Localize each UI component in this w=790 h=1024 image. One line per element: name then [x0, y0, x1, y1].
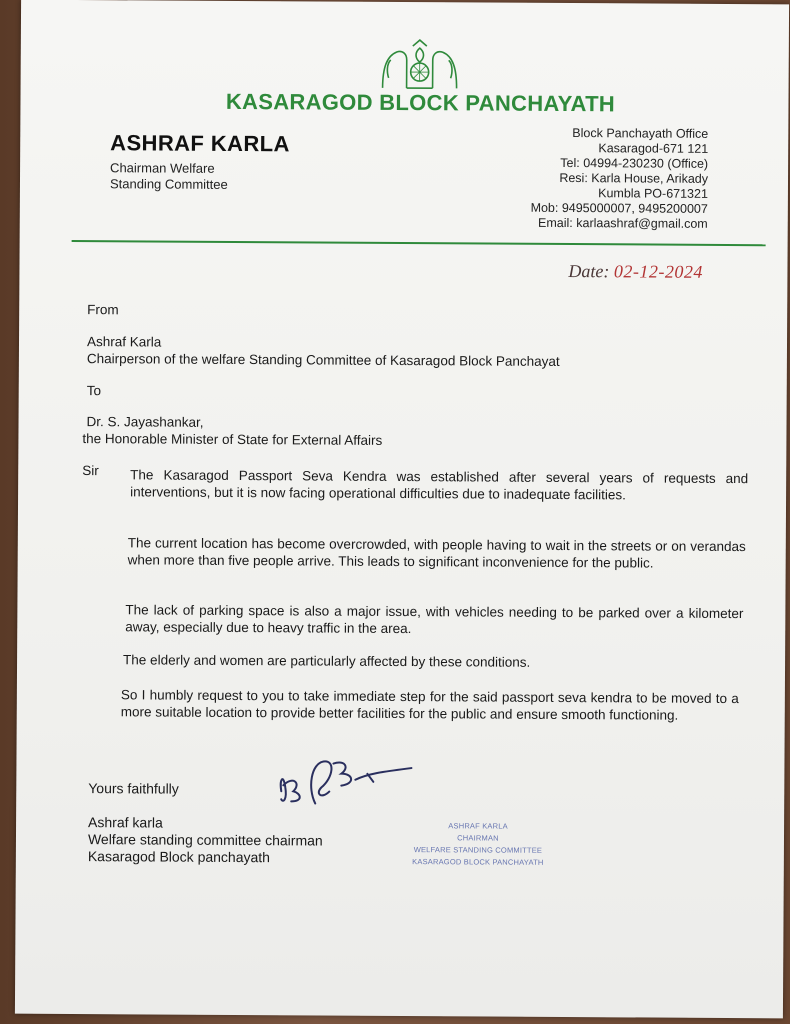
- body-paragraph: The elderly and women are particularly affected by these conditions.: [123, 652, 531, 670]
- letter-date: [568, 261, 703, 283]
- date-value: 02-12-2024: [613, 261, 703, 282]
- official-stamp: [398, 820, 558, 869]
- contact-line: Kumbla PO-671321: [598, 186, 708, 201]
- signer-name: Ashraf karla: [88, 814, 163, 831]
- from-name: Ashraf Karla: [86, 334, 162, 350]
- organization-title: KASARAGOD BLOCK PANCHAYATH: [225, 88, 616, 117]
- body-paragraph: So I humbly request to you to take immediate step for the said passport seva kendra to be moved to a more suitable location to provide better facilities for the public and ensure smooth functioning.: [120, 687, 739, 723]
- header-divider: [72, 240, 766, 246]
- signer-org: Kasaragod Block panchayath: [87, 848, 271, 866]
- person-name: ASHRAF KARLA: [110, 130, 290, 157]
- salutation: Sir: [82, 463, 99, 479]
- person-role-line: Chairman Welfare: [110, 160, 215, 176]
- signer-title: Welfare standing committee chairman: [87, 831, 323, 849]
- contact-line: Block Panchayath Office: [572, 126, 709, 141]
- from-title: Chairperson of the welfare Standing Committee of Kasaragod Block Panchayat: [86, 351, 560, 369]
- stamp-line: KASARAGOD BLOCK PANCHAYATH: [412, 857, 544, 867]
- contact-block: [530, 126, 708, 232]
- contact-line: Tel: 04994-230230 (Office): [560, 155, 709, 171]
- signature-image: [271, 743, 431, 824]
- contact-email: Email: karlaashraf@gmail.com: [538, 215, 708, 231]
- body-paragraph: The current location has become overcrowded, with people having to wait in the streets or on verandas when more than five people arrive. This leads to significant inconvenience for the public.: [127, 535, 746, 571]
- contact-line: Kasaragod-671 121: [598, 141, 709, 156]
- stamp-line: ASHRAF KARLA: [448, 821, 508, 831]
- body-paragraph: The Kasaragod Passport Seva Kendra was established after several years of requests and interventions, but it is now facing operational difficulties due to inadequate facilities.: [130, 467, 749, 503]
- date-label: Date:: [568, 261, 610, 282]
- stamp-line: CHAIRMAN: [457, 833, 499, 843]
- letter-page: [15, 0, 789, 1018]
- letterhead-person: [110, 130, 290, 193]
- to-label: To: [86, 383, 102, 399]
- stamp-line: WELFARE STANDING COMMITTEE: [413, 845, 543, 855]
- to-title: the Honorable Minister of State for External Affairs: [82, 431, 383, 448]
- body-paragraph: The lack of parking space is also a major issue, with vehicles needing to be parked over a kilometer away, especially due to heavy traffic in the area.: [125, 602, 744, 637]
- person-role-line: Standing Committee: [109, 176, 228, 192]
- to-name: Dr. S. Jayashankar,: [86, 414, 204, 430]
- contact-line: Resi: Karla House, Arikady: [559, 170, 709, 186]
- person-role: [110, 160, 290, 193]
- from-label: From: [87, 302, 119, 318]
- valediction: Yours faithfully: [88, 780, 179, 797]
- contact-line: Mob: 9495000007, 9495200007: [530, 200, 708, 216]
- kerala-emblem-icon: [377, 38, 463, 93]
